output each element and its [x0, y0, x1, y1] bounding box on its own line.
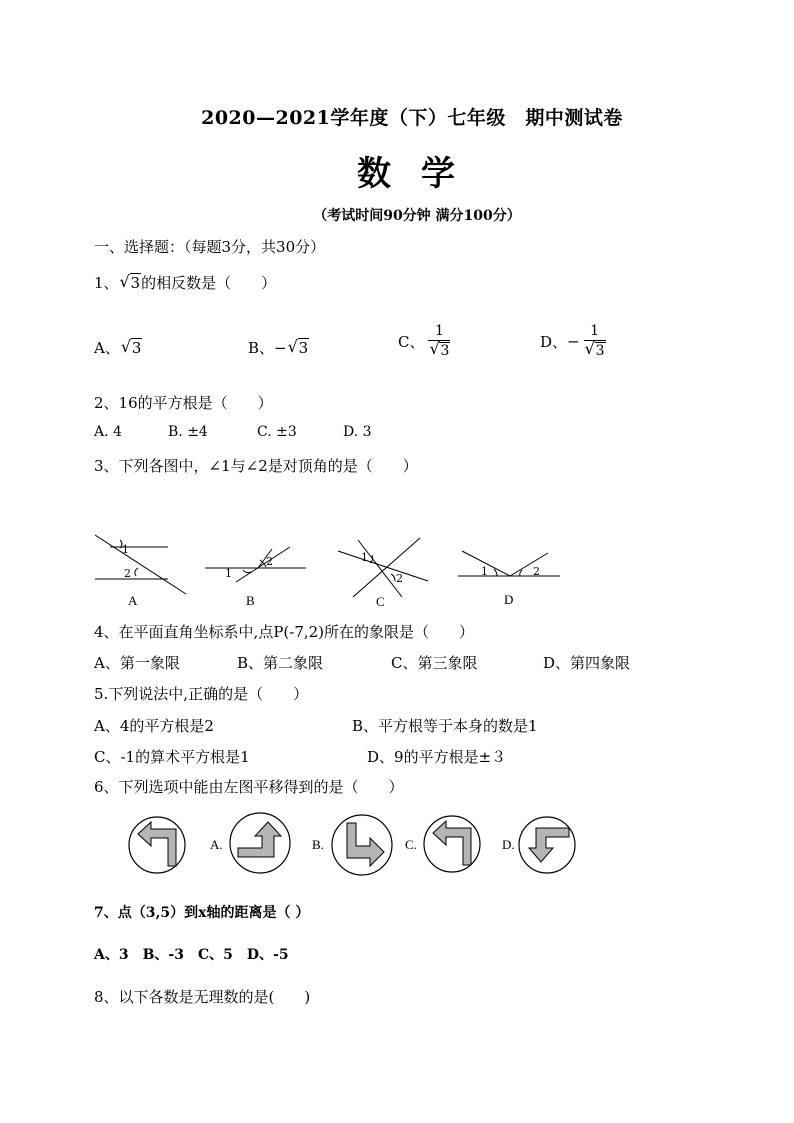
q5-option-b[interactable]: B、平方根等于本身的数是1 [352, 717, 538, 735]
q1-option-d[interactable]: D、− 1 √ 3 [540, 322, 606, 361]
question-8: 8、以下各数是无理数的是( ) [94, 988, 311, 1006]
fig-b-angle-2: 2 [266, 555, 273, 568]
q6-option-a-arrow-icon[interactable] [230, 813, 290, 873]
q4-option-d[interactable]: D、第四象限 [543, 654, 631, 672]
q4-option-c[interactable]: C、第三象限 [391, 654, 478, 672]
q2-option-a[interactable]: A. 4 [94, 424, 122, 440]
fig-c-label: C [376, 594, 385, 609]
q1-option-b[interactable]: B、−√ 3 [248, 337, 309, 358]
fig-c-angle-1: 1 [361, 551, 368, 564]
q5-option-d[interactable]: D、9的平方根是±３ [367, 748, 507, 766]
question-6: 6、下列选项中能由左图平移得到的是（ ） [94, 778, 404, 796]
q6-option-d-arrow-icon[interactable] [519, 817, 575, 873]
fig-b-label: B [246, 593, 255, 608]
reference-arrow-icon [129, 817, 185, 873]
q6-option-b-label: B. [312, 837, 324, 852]
sqrt-symbol: √ 3 [121, 274, 142, 292]
fig-d-angle-2: 2 [533, 565, 540, 578]
q6-option-c-arrow-icon[interactable] [424, 816, 480, 872]
q6-option-d-label: D. [502, 837, 515, 852]
q2-option-b[interactable]: B. ±4 [168, 424, 208, 440]
q1-prefix: 1、 [94, 274, 119, 292]
q6-option-b-arrow-icon[interactable] [332, 815, 392, 875]
fig-a-angle-2: 2 [124, 567, 131, 580]
question-2: 2、16的平方根是（ ） [94, 394, 273, 412]
fig-a-angle-1: 1 [122, 543, 129, 556]
question-4: 4、在平面直角坐标系中,点P(-7,2)所在的象限是（ ） [94, 623, 475, 641]
q1-option-a[interactable]: A、√ 3 [94, 337, 142, 358]
fig-b-angle-1: 1 [225, 567, 232, 580]
q4-option-a[interactable]: A、第一象限 [94, 654, 180, 672]
fig-d-angle-1: 1 [481, 565, 488, 578]
q5-option-c[interactable]: C、-1的算术平方根是1 [94, 748, 250, 766]
question-5: 5.下列说法中,正确的是（ ） [94, 685, 309, 703]
q1-suffix: 的相反数是（ ） [141, 274, 277, 292]
section-heading: 一、选择题：（每题3分，共30分） [94, 238, 326, 256]
question-3: 3、下列各图中，∠1与∠2是对顶角的是（ ） [94, 457, 418, 475]
fig-c-angle-2: 2 [396, 572, 403, 585]
q2-option-c[interactable]: C. ±3 [257, 424, 297, 440]
fig-a-label: A [128, 593, 138, 608]
fig-d-label: D [504, 592, 514, 607]
subject-title: 数学 [357, 154, 485, 194]
q1-option-c[interactable]: C、 1 √ 3 [398, 322, 450, 361]
q6-option-a-label: A. [210, 837, 223, 852]
exam-info: （考试时间90分钟 满分100分） [313, 208, 521, 224]
q2-option-d[interactable]: D. 3 [343, 424, 372, 440]
q5-option-a[interactable]: A、4的平方根是2 [94, 717, 214, 735]
q4-option-b[interactable]: B、第二象限 [237, 654, 324, 672]
q7-options[interactable]: A、3 B、-3 C、5 D、-5 [94, 947, 289, 963]
exam-title: 2020—2021学年度（下）七年级 期中测试卷 [201, 107, 623, 129]
q6-option-c-label: C. [405, 837, 417, 852]
question-7: 7、点（3,5）到x轴的距离是（ ） [94, 905, 310, 921]
